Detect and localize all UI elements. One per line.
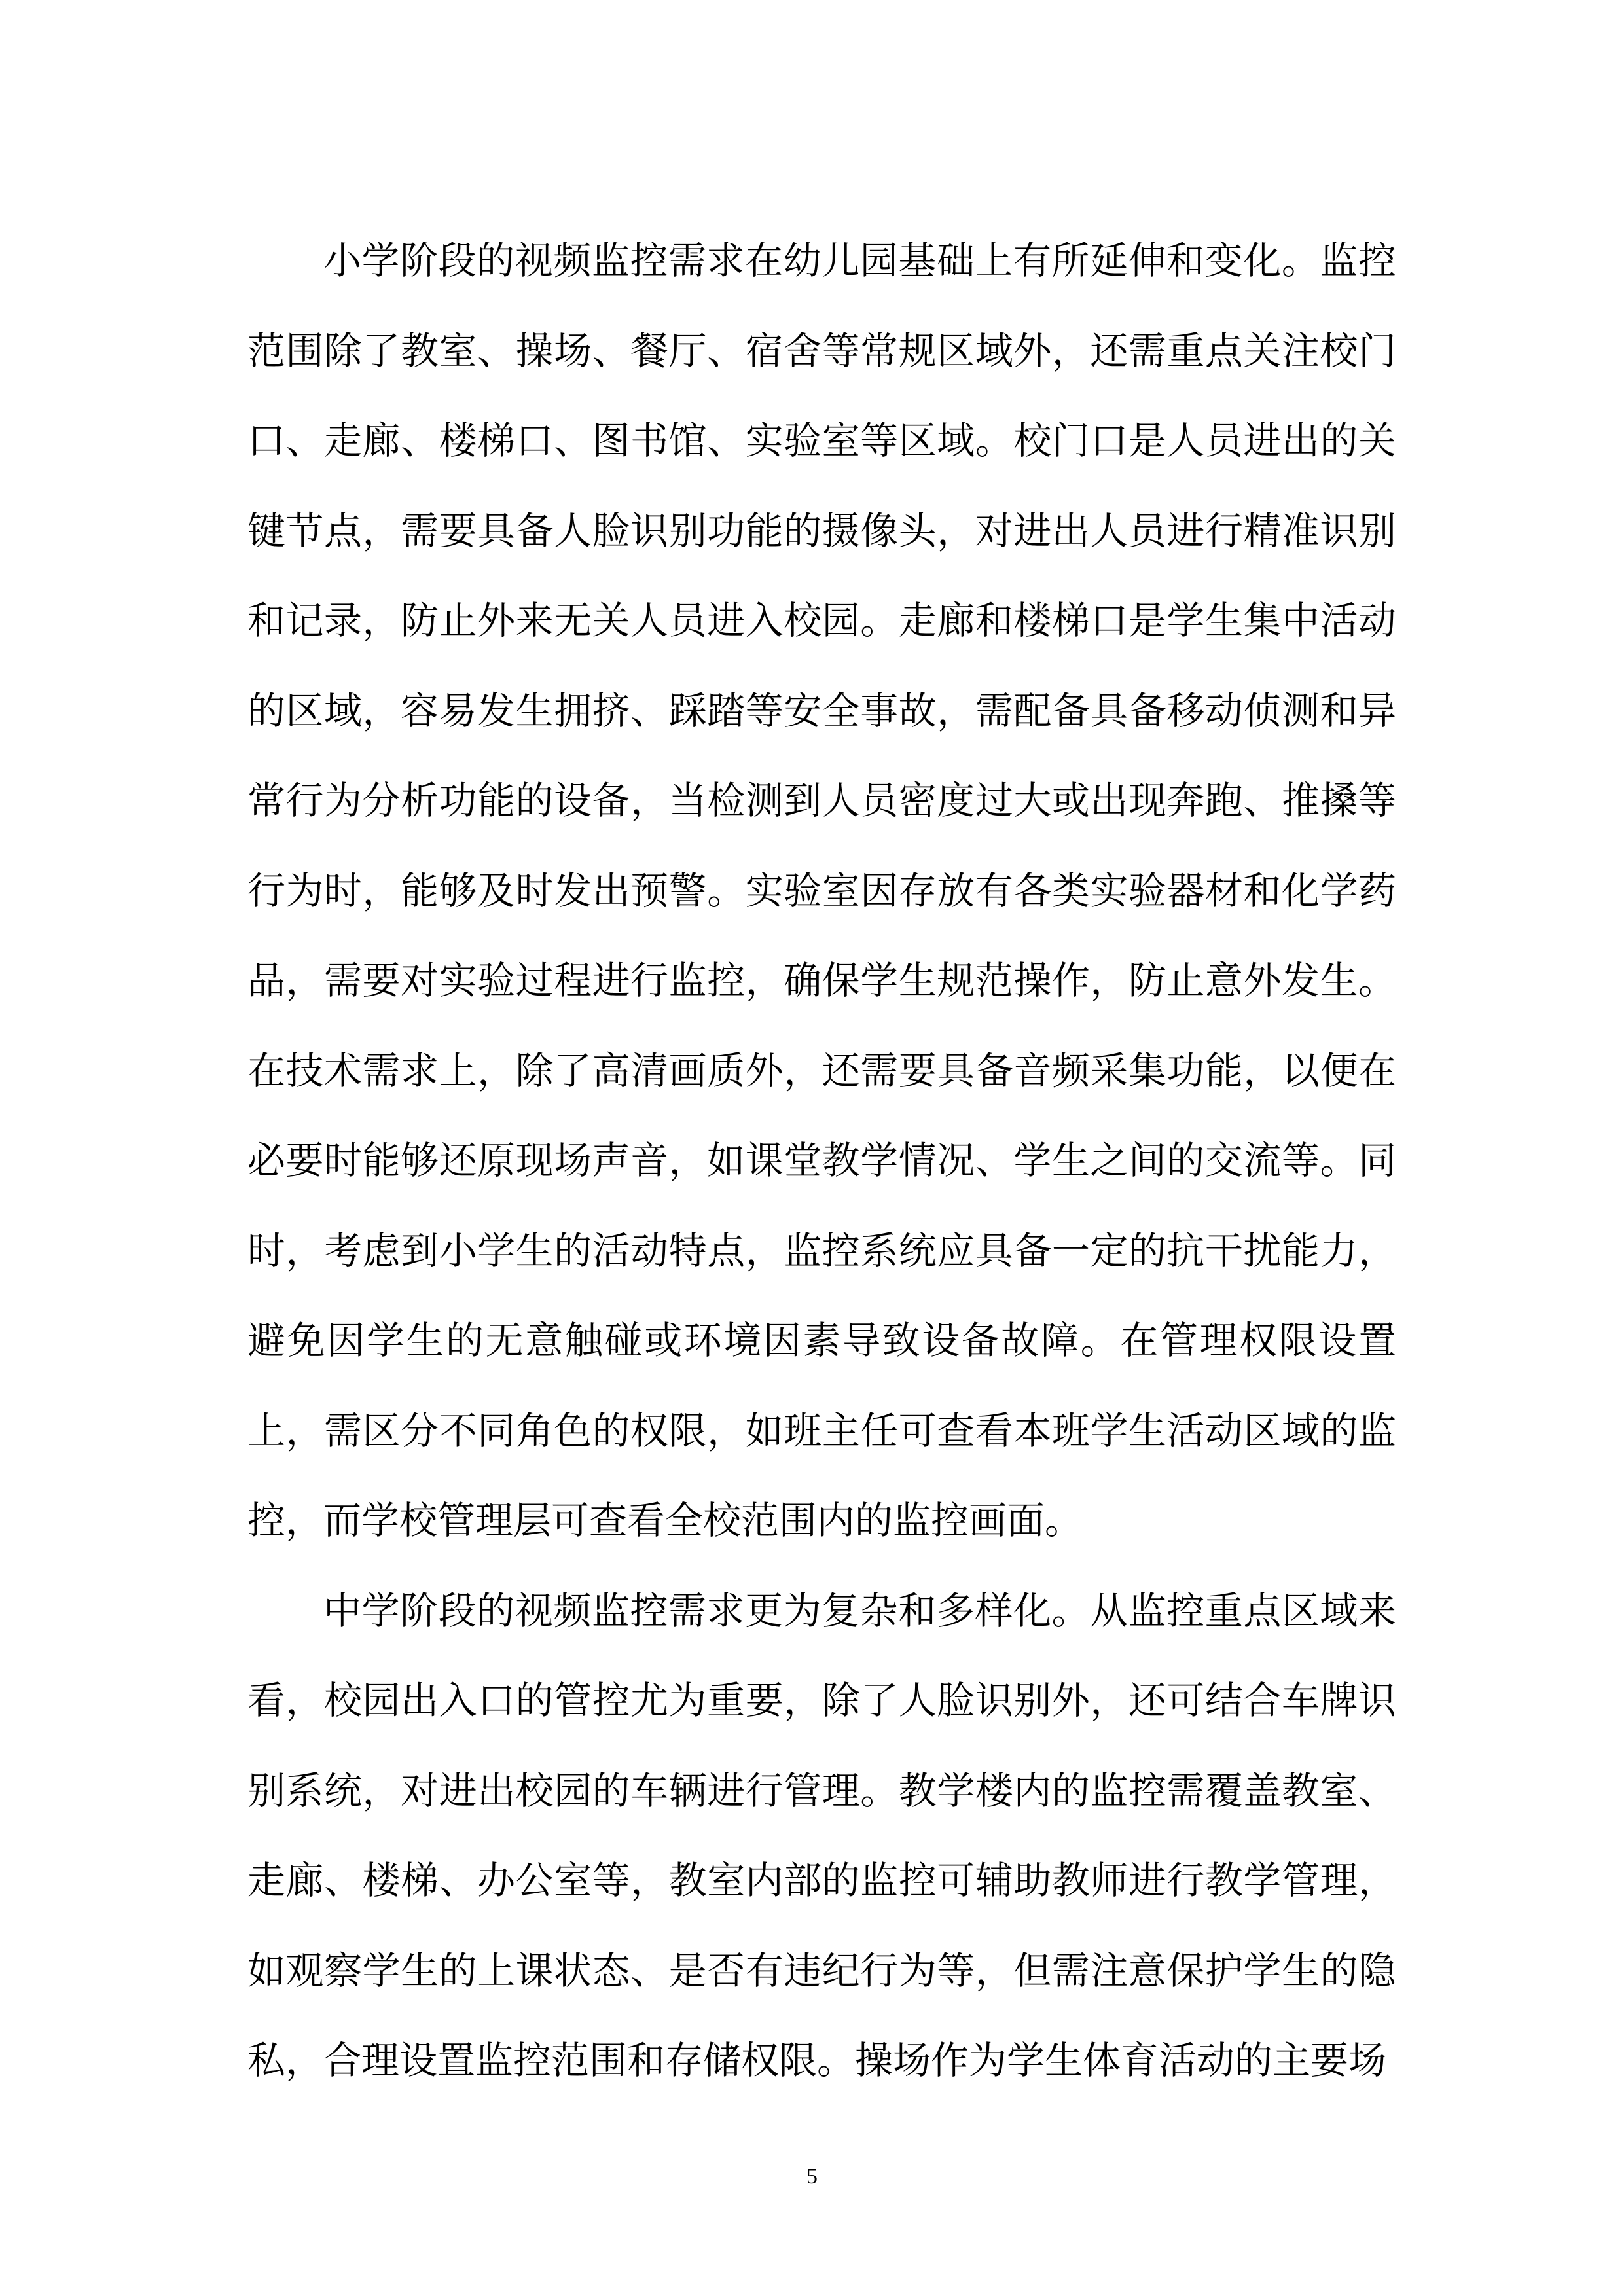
paragraph-primary-school: 小学阶段的视频监控需求在幼儿园基础上有所延伸和变化。监控范围除了教室、操场、餐厅、宿舍等常规区域外，还需重点关注校门口、走廊、楼梯口、图书馆、实验室等区域。校门口是人员进出的关键节点，需要具备人脸识别功能的摄像头，对进出人员进行精准识别和记录，防止外来无关人员进入校园。走廊和楼梯口是学生集中活动的区域，容易发生拥挤、踩踏等安全事故，需配备具备移动侦测和异常行为分析功能的设备，当检测到人员密度过大或出现奔跑、推搡等行为时，能够及时发出预警。实验室因存放有各类实验器材和化学药品，需要对实验过程进行监控，确保学生规范操作，防止意外发生。在技术需求上，除了高清画质外，还需要具备音频采集功能，以便在必要时能够还原现场声音，如课堂教学情况、学生之间的交流等。同时，考虑到小学生的活动特点，监控系统应具备一定的抗干扰能力，避免因学生的无意触碰或环境因素导致设备故障。在管理权限设置上，需区分不同角色的权限，如班主任可查看本班学生活动区域的监控，而学校管理层可查看全校范围内的监控画面。 (247, 238, 1396, 1543)
page-number: 5 (806, 2164, 818, 2189)
paragraph-middle-school: 中学阶段的视频监控需求更为复杂和多样化。从监控重点区域来看，校园出入口的管控尤为重要，除了人脸识别外，还可结合车牌识别系统，对进出校园的车辆进行管理。教学楼内的监控需覆盖教室、走廊、楼梯、办公室等，教室内部的监控可辅助教师进行教学管理，如观察学生的上课状态、是否有违纪行为等，但需注意保护学生的隐私，合理设置监控范围和存储权限。操场作为学生体育活动的主要场 (247, 1588, 1396, 2083)
body-text (247, 216, 1396, 2106)
